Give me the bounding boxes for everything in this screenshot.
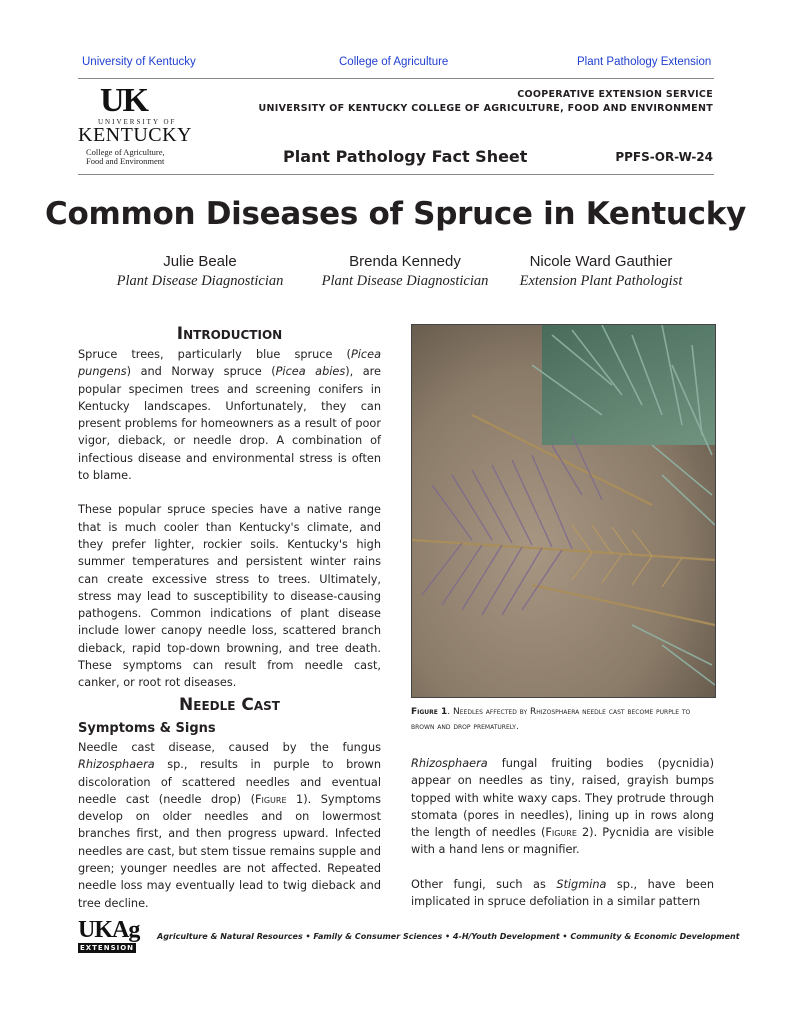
figure-1-caption [411, 705, 714, 735]
author-3 [501, 253, 701, 290]
author-role: Extension Plant Pathologist [519, 273, 683, 289]
needle-cast-paragraph: Needle cast disease, caused by the fungus Rhizosphaera sp., results in purple to brown discoloration of scattered needles and eventual needle cast (needle drop) (Figure 1). Symptoms develop on older needles and on lowermost branches first, and then progress upward. Infected needles are cast, but stem tissue remains supple and green; younger needles are not affected. Repeated needle loss may eventually lead to twig dieback and tree decline. [78, 741, 382, 910]
introduction-body [78, 346, 381, 692]
figure-1-caption-text: . Needles affected by Rhizosphaera needle cast become purple to brown and drop prematurely. [411, 707, 691, 732]
coop-extension-line2: UNIVERSITY OF KENTUCKY COLLEGE OF AGRICULTURE, FOOD AND ENVIRONMENT [258, 103, 713, 114]
publication-code: PPFS-OR-W-24 [615, 150, 713, 164]
uk-logo-letters: UK [100, 82, 147, 119]
author-name: Brenda Kennedy [349, 253, 461, 270]
footer-programs: Agriculture & Natural Resources • Family & Consumer Sciences • 4-H/Youth Development • Community & Economic Development [157, 932, 740, 941]
uk-logo [78, 82, 192, 170]
header-rule-top [78, 78, 714, 79]
header-rule-bottom [78, 174, 714, 175]
needle-cast-body [78, 739, 381, 912]
link-plant-pathology-extension[interactable]: Plant Pathology Extension [577, 56, 712, 68]
author-2 [305, 253, 505, 290]
uk-logo-university: UNIVERSITY OF [98, 118, 177, 126]
author-role: Plant Disease Diagnostician [116, 273, 284, 289]
spruce-photo-drawing [412, 325, 715, 697]
other-fungi-paragraph: Other fungi, such as Stigmina sp., have been implicated in spruce defoliation in a similar pattern [411, 877, 714, 909]
introduction-heading: Introduction [176, 324, 283, 344]
uk-logo-college-line2: Food and Environment [86, 156, 165, 166]
ukag-logo-sub: EXTENSION [79, 944, 135, 952]
author-name: Julie Beale [163, 253, 237, 270]
ukag-logo-text: UKAg [78, 917, 140, 943]
page-title: Common Diseases of Spruce in Kentucky [45, 196, 746, 232]
link-college-of-agriculture[interactable]: College of Agriculture [339, 56, 449, 68]
uk-logo-college-line1: College of Agriculture, [86, 147, 165, 157]
uk-logo-college [86, 148, 165, 166]
pycnidia-paragraph: Rhizosphaera fungal fruiting bodies (pycnidia) appear on needles as tiny, raised, grayish bumps topped with white waxy caps. They protrude through stomata (pores in needles), lining up in rows along the length of needles (Figure 2). Pycnidia are visible with a hand lens or magnifier. [411, 757, 714, 857]
ukag-extension-logo [78, 917, 150, 957]
author-name: Nicole Ward Gauthier [529, 253, 673, 270]
intro-paragraph-2: These popular spruce species have a native range that is much cooler than Kentucky's climate, and they prefer lighter, rockier soils. Kentucky's high summer temperatures and persistent winter rains can create excessive stress to trees. Ultimately, stress may lead to susceptibility to disease-causing pathogens. Common indications of plant disease include lower canopy needle loss, scattered branch dieback, rapid top-down browning, and tree death. These symptoms can result from needle cast, canker, or root rot diseases. [78, 503, 381, 690]
spruce-needles-photo [411, 324, 716, 698]
symptoms-signs-subheading: Symptoms & Signs [78, 721, 216, 736]
coop-extension-line1: COOPERATIVE EXTENSION SERVICE [517, 89, 713, 100]
figure-1-label: Figure 1 [411, 707, 448, 717]
right-column-body [411, 755, 714, 910]
fact-sheet-label: Plant Pathology Fact Sheet [283, 147, 528, 166]
author-1 [100, 253, 300, 290]
author-role: Plant Disease Diagnostician [321, 273, 489, 289]
needle-cast-heading: Needle Cast [179, 695, 280, 715]
uk-logo-kentucky: KENTUCKY [78, 124, 192, 146]
intro-paragraph-1: Spruce trees, particularly blue spruce (Picea pungens) and Norway spruce (Picea abies), are popular specimen trees and screening conifers in Kentucky landscapes. Unfortunately, they can present problems for homeowners as a result of poor vigor, dieback, or needle drop. A combination of infectious disease and environmental stress is often to blame. [78, 348, 382, 483]
link-university-of-kentucky[interactable]: University of Kentucky [82, 56, 196, 68]
